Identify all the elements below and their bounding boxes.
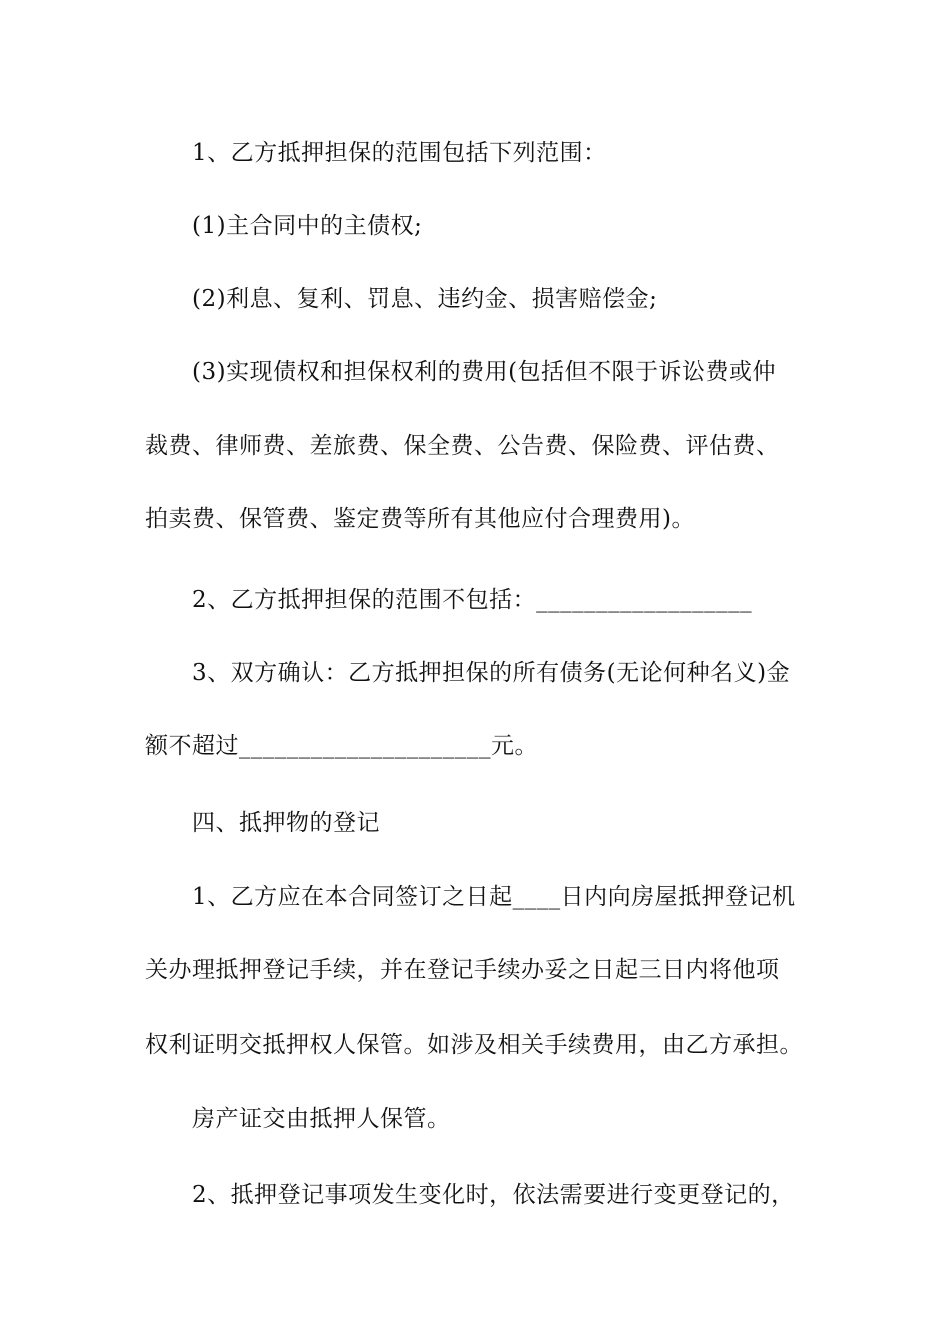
scope-item-3-cont-1: 裁费、律师费、差旅费、保全费、公告费、保险费、评估费、 [145,433,780,459]
clause-3-confirmation: 3、双方确认：乙方抵押担保的所有债务(无论何种名义)金 [192,660,791,686]
scope-item-3-cont-2: 拍卖费、保管费、鉴定费等所有其他应付合理费用)。 [145,506,695,532]
registration-clause-1-cont-1: 关办理抵押登记手续，并在登记手续办妥之日起三日内将他项 [145,957,780,983]
registration-clause-1: 1、乙方应在本合同签订之日起____日内向房屋抵押登记机 [192,884,796,910]
clause-2-exclusions: 2、乙方抵押担保的范围不包括：__________________ [192,587,753,613]
clause-3-cont: 额不超过_____________________元。 [145,733,538,759]
registration-clause-1-cont-2: 权利证明交抵押权人保管。如涉及相关手续费用，由乙方承担。 [145,1032,803,1058]
scope-item-3: (3)实现债权和担保权利的费用(包括但不限于诉讼费或仲 [192,359,777,385]
certificate-custody-note: 房产证交由抵押人保管。 [192,1106,451,1132]
registration-clause-2: 2、抵押登记事项发生变化时，依法需要进行变更登记的， [192,1182,795,1208]
clause-1-scope: 1、乙方抵押担保的范围包括下列范围： [192,140,607,166]
scope-item-1: (1)主合同中的主债权; [192,213,423,239]
scope-item-2: (2)利息、复利、罚息、违约金、损害赔偿金; [192,286,658,312]
section-4-heading: 四、抵押物的登记 [192,810,380,836]
